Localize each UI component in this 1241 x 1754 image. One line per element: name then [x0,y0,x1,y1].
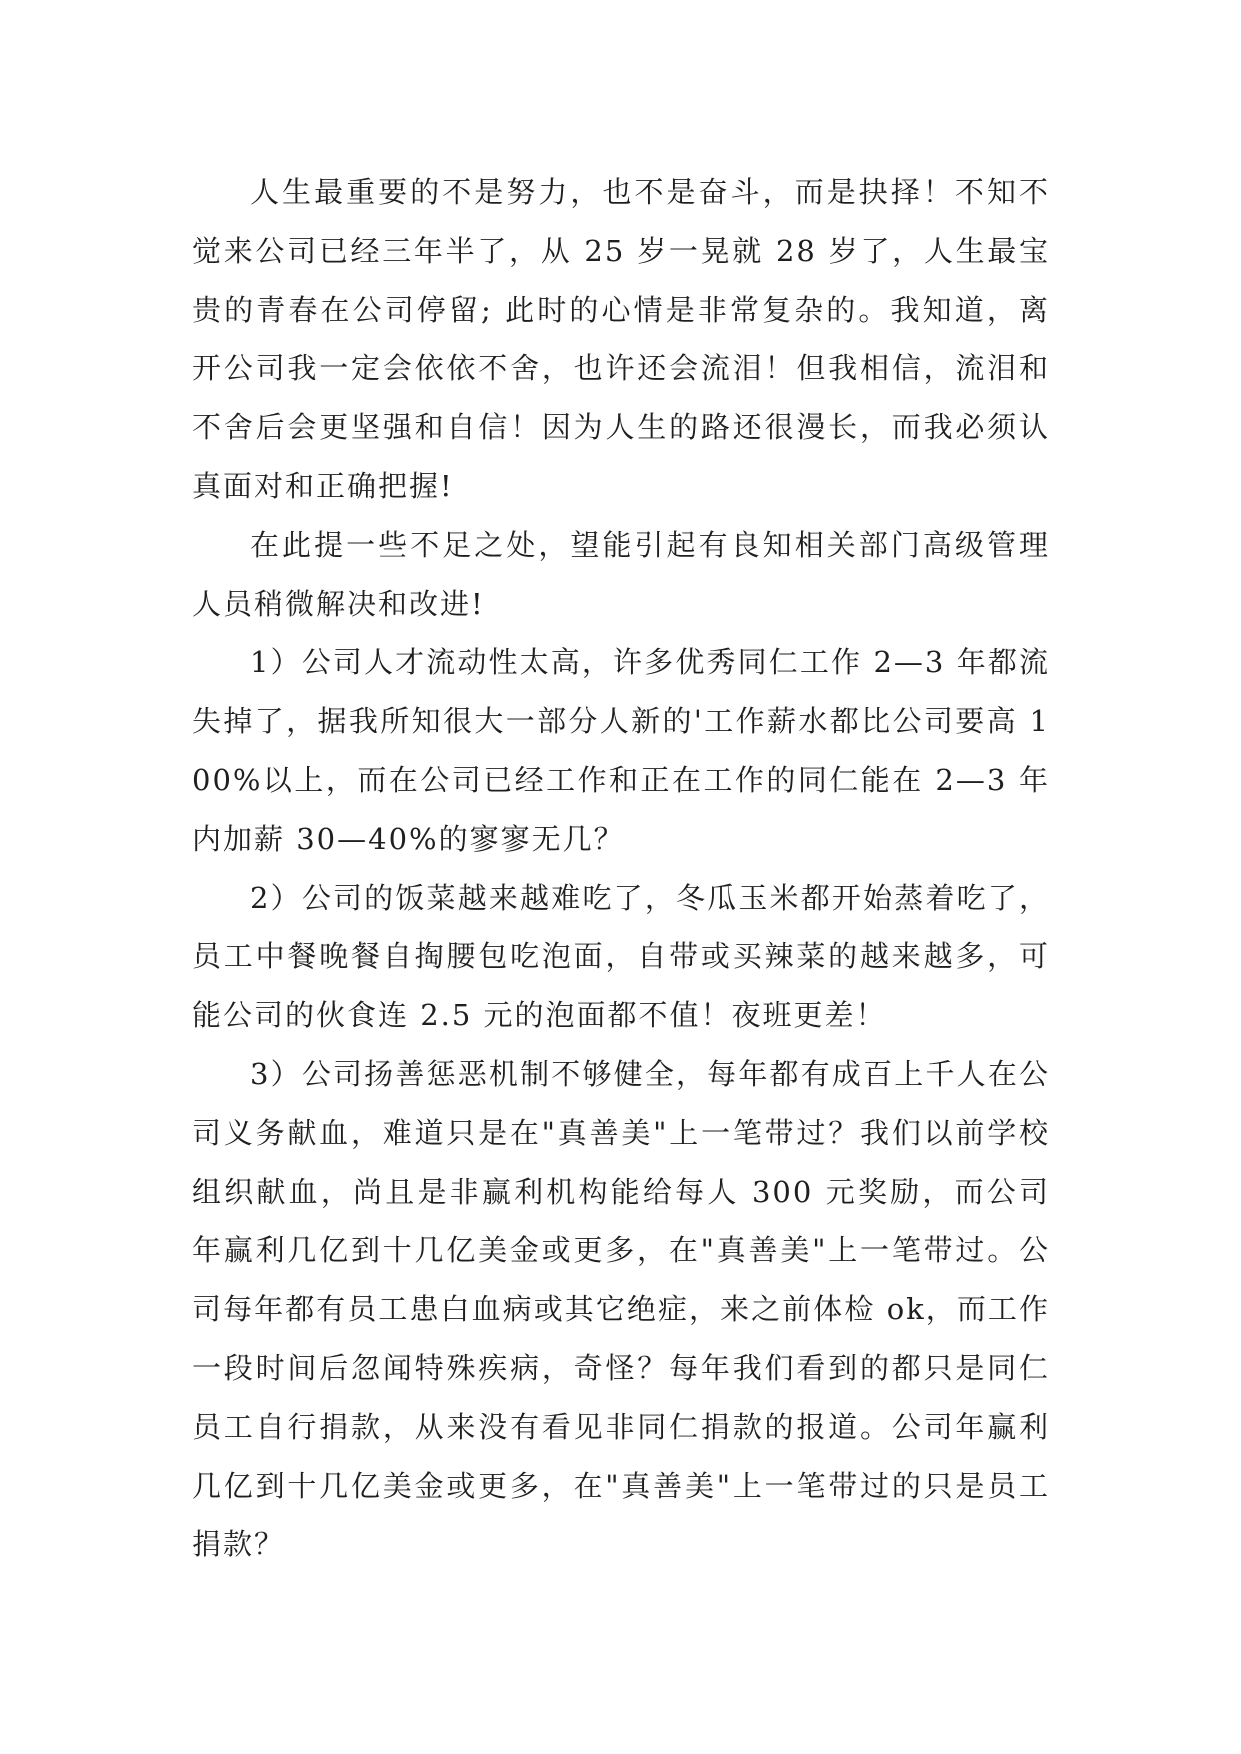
paragraph-intro: 人生最重要的不是努力，也不是奋斗，而是抉择！不知不觉来公司已经三年半了，从 25 岁一晃就 28 岁了，人生最宝贵的青春在公司停留; 此时的心情是非常复杂的。我知道，离开公司我一定会依依不舍，也许还会流泪！但我相信，流泪和不舍后会更坚强和自信！因为人生的路还很漫长，而我必须认真面对和正确把握! [192,175,1050,503]
paragraph-suggestions-intro: 在此提一些不足之处，望能引起有良知相关部门高级管理人员稍微解决和改进! [192,527,1050,621]
paragraph-point-3: 3）公司扬善惩恶机制不够健全，每年都有成百上千人在公司义务献血，难道只是在"真善美"上一笔带过？我们以前学校组织献血，尚且是非赢利机构能给每人 300 元奖励，而公司年赢利几亿到十几亿美金或更多，在"真善美"上一笔带过。公司每年都有员工患白血病或其它绝症，来之前体检 ok，而工作一段时间后忽闻特殊疾病，奇怪？每年我们看到的都只是同仁员工自行捐款，从来没有看见非同仁捐款的报道。公司年赢利几亿到十几亿美金或更多，在"真善美"上一笔带过的只是员工捐款？ [192,1056,1050,1562]
paragraph-point-1: 1）公司人才流动性太高，许多优秀同仁工作 2—3 年都流失掉了，据我所知很大一部分人新的'工作薪水都比公司要高 100%以上，而在公司已经工作和正在工作的同仁能在 2—3 年内加薪 30—40%的寥寥无几？ [192,645,1050,856]
document-body [192,163,1050,1574]
paragraph-point-2: 2）公司的饭菜越来越难吃了，冬瓜玉米都开始蒸着吃了，员工中餐晚餐自掏腰包吃泡面，自带或买辣菜的越来越多，可能公司的伙食连 2.5 元的泡面都不值！夜班更差！ [192,880,1050,1033]
